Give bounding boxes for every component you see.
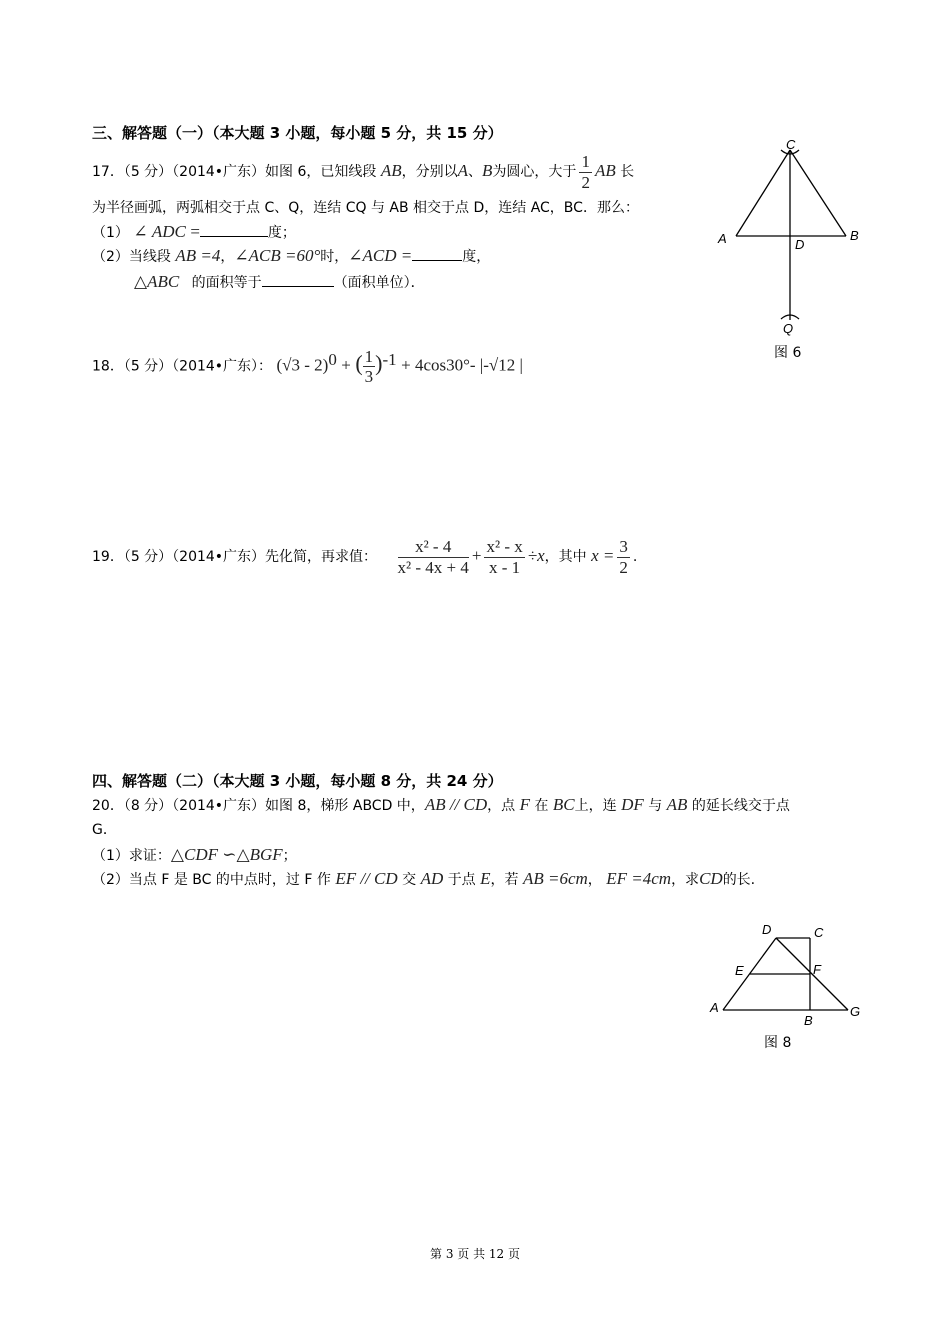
q20-c1: ，点 [487,798,516,814]
q20-p2-a: （2）当点 F 是 BC 的中点时，过 F 作 [92,872,331,888]
q17-half-num: 1 [581,152,590,171]
q19-fraction-1 [398,537,469,577]
fig6-label-d: D [795,237,805,252]
fig8-label-c: C [814,925,824,940]
fig6-label-b: B [850,228,859,243]
q20-c4: 与 [648,798,663,814]
q17-half-den: 2 [581,172,590,192]
q20-p2-c: 于点 [447,872,476,888]
fig8-label-e: E [735,963,744,978]
question-20-line2: G． [92,822,117,838]
q19-div: ÷x [527,546,545,565]
q17-p2-area-label: 的面积等于 [191,275,262,291]
q20-p2-comma: ， [587,872,602,888]
q18-lparen: ( [355,350,363,376]
q20-df: DF [621,795,644,814]
q17-p2-acb: ∠ACB =60° [234,246,321,265]
q20-p2-cd: CD [699,869,723,888]
q20-parallel: AB // CD [424,795,488,814]
q20-p2-d: ，若 [490,872,519,888]
q17-p1-eq: = [190,222,200,241]
q17-p2-ab: AB =4 [175,246,221,265]
q20-p1-expr: △CDF ∽△BGF [170,845,283,864]
fig8-caption: 图 8 [764,1035,792,1051]
q17-p2-angle-blank[interactable] [412,246,462,261]
q19-plus: + [471,546,482,565]
q17-b: B [482,161,493,181]
q17-p2-label: （2）当线段 [92,249,171,265]
q20-p2-e: E [480,869,491,888]
q18-term2: + 4cos30°- |-√12 | [401,355,523,375]
q17-a: A [457,161,469,181]
fig6-label-q: Q [783,321,794,336]
q20-head: 20．（8 分）（2014•广东）如图 8，梯形 ABCD 中， [92,798,425,814]
figure-8 [700,918,870,1058]
fig8-label-b: B [804,1013,813,1028]
q20-c3: 上，连 [574,798,617,814]
q18-frac-den: 3 [364,367,374,387]
q17-p2-comma: ， [220,249,235,265]
q17-p2-when: 时， [320,249,349,265]
q17-p1-unit: 度； [267,225,296,241]
q19-head: 19．（5 分）（2014•广东）先化简，再求值： [92,549,378,565]
fig6-label-a: A [718,231,727,246]
q19-period: . [632,549,638,565]
q17-tail: 长 [620,164,635,181]
q18-term1: (√3 - 2) [276,355,329,375]
q17-head: 17．（5 分）（2014•广东）如图 6，已知线段 [92,164,377,181]
section-3-heading: 三、解答题（一）（本大题 3 小题，每小题 5 分，共 15 分） [92,124,503,142]
fig6-caption: 图 6 [774,345,802,361]
fig8-label-f: F [813,962,821,977]
fig8-label-d: D [762,922,772,937]
fig6-line-bc [790,150,846,236]
question-19 [92,534,637,584]
q17-mid1: ，分别以 [401,164,458,181]
q20-p2-ad: AD [420,869,444,888]
q19-f1-num: x² - 4 [398,537,469,558]
q20-p2-ab: AB =6cm [522,869,588,888]
question-18 [92,340,523,386]
fig6-line-ac [736,150,790,236]
q17-mid2: 为圆心，大于 [492,164,577,181]
q19-value-fraction [617,537,630,577]
q20-p2-b: 交 [402,872,417,888]
fig8-label-a: A [710,1000,719,1015]
q18-exp-neg1: -1 [382,350,397,369]
q20-f: F [519,795,530,814]
q19-v-den: 2 [619,557,628,577]
question-17-part2-area [134,272,425,292]
q17-p2-unit: 度， [462,249,491,265]
figure-6 [712,136,872,366]
q20-c2: 在 [534,798,549,814]
q18-plus: + [341,355,351,375]
q20-p2-ef2: EF =4cm [606,869,672,888]
q17-p1-angle: ∠ ADC [133,222,186,241]
q20-c5: 的延长线交于点 [691,798,790,814]
q20-p1-end: ； [282,848,297,864]
q19-f2-num: x² - x [486,536,523,556]
fig8-label-g: G [850,1004,861,1019]
question-17-line1 [92,152,634,192]
q18-frac-num: 1 [364,346,374,366]
q17-half-fraction [579,152,592,192]
question-17-part2 [92,246,490,266]
q18-exp0: 0 [328,350,337,369]
q20-ab: AB [666,795,688,814]
q20-bc: BC [552,795,575,814]
q17-p1-label: （1） [92,225,129,241]
q17-sep: 、 [468,164,483,181]
q17-p2-triangle: △ABC [134,272,180,291]
q20-p2-f: ，求 [671,872,700,888]
q20-p2-g: 的长. [722,872,756,888]
question-17-line2: 为半径画弧，两弧相交于点 C、Q，连结 CQ 与 AB 相交于点 D，连结 AC，BC．那么： [92,200,639,216]
q17-p2-area-blank[interactable] [262,272,334,287]
question-20-line1 [92,795,790,815]
q17-p2-unit2: （面积单位）． [333,275,425,291]
q20-p2-ef: EF // CD [335,869,398,888]
fig6-label-c: C [786,137,796,152]
q19-f2-den: x - 1 [489,557,521,577]
q19-where: ，其中 [544,549,587,565]
q17-p2-acd: ∠ACD = [348,246,413,265]
question-17-part1 [92,222,296,242]
q17-ab: AB [380,161,402,181]
q17-ab2: AB [594,161,616,181]
page-footer: 第 3 页 共 12 页 [430,1247,520,1261]
question-20-part1 [92,845,297,865]
q19-fraction-2 [484,537,524,577]
q18-head: 18．（5 分）（2014•广东）： [92,358,273,375]
q19-f1-den: x² - 4x + 4 [397,557,469,577]
q19-xeq: x = [591,546,615,565]
q18-fraction [363,347,376,387]
q20-p1-label: （1）求证： [92,848,171,864]
q18-rparen: ) [375,350,383,376]
section-4-heading: 四、解答题（二）（本大题 3 小题，每小题 8 分，共 24 分） [92,772,503,790]
question-20-part2 [92,869,755,889]
q19-v-num: 3 [619,536,628,556]
q17-p1-blank[interactable] [200,222,268,237]
